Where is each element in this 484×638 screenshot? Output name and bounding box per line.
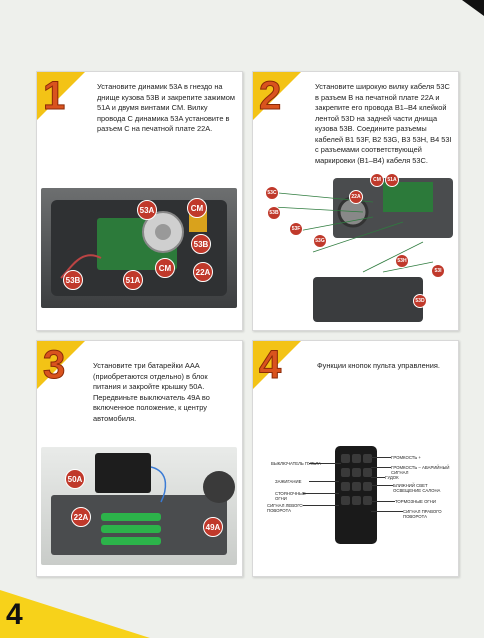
label-49a: 49A (203, 517, 223, 537)
remote-label-volume-down-hazard: ГРОМКОСТЬ – АВАРИЙНЫЙ СИГНАЛ (391, 465, 450, 475)
label-cm: CM (187, 198, 207, 218)
step-number: 4 (259, 343, 282, 387)
black-corner-decoration (462, 0, 484, 16)
step-1-card (36, 71, 243, 331)
step-1-text: Установите динамик 53A в гнездо на днище кузова 53B и закрепите зажимом 51A и двумя винтами CM. Вилку провода С динамика 53A установите в разъем С на печатной плате 22A. (97, 82, 235, 133)
step-3-text: Установите три батарейки ААА (приобретаются отдельно) в блок питания и закройте крышку 50A. Передвиньте выключатель 49A во включенное положение, к центру автомобиля. (93, 361, 210, 423)
step-2-card (252, 71, 459, 331)
remote-label-right-turn: СИГНАЛ ПРАВОГО ПОВОРОТА (403, 509, 442, 519)
label-50a: 50A (65, 469, 85, 489)
label-51a: 51A (385, 173, 399, 187)
step-4-text: Функции кнопок пульта управления. (317, 361, 440, 370)
battery-compartment-illustration (41, 447, 237, 565)
label-53i: 53I (431, 264, 445, 278)
label-53g: 53G (313, 234, 327, 248)
label-53b: 53B (267, 206, 281, 220)
label-53b: 53B (191, 234, 211, 254)
label-22a: 22A (193, 262, 213, 282)
step-number: 2 (259, 74, 282, 118)
remote-control (335, 446, 377, 544)
step-3-photo (41, 447, 237, 565)
label-53c: 53C (265, 186, 279, 200)
remote-label-horn: ГУДОК (385, 475, 399, 480)
step-3-card (36, 340, 243, 577)
label-cm: CM (155, 258, 175, 278)
step-4-card (252, 340, 459, 577)
label-53f: 53F (289, 222, 303, 236)
label-cm: CM (370, 173, 384, 187)
label-51a: 51A (123, 270, 143, 290)
page-number: 4 (6, 598, 23, 631)
label-22a: 22A (71, 507, 91, 527)
label-53a: 53A (137, 200, 157, 220)
remote-label-left-turn: СИГНАЛ ЛЕВОГО ПОВОРОТА (267, 503, 303, 513)
step-number: 3 (43, 343, 66, 387)
remote-label-power: ВЫКЛЮЧАТЕЛЬ ПУЛЬТА (271, 461, 322, 466)
remote-label-low-beam-interior: БЛИЖНИЙ СВЕТ ОСВЕЩЕНИЕ САЛОНА (393, 483, 441, 493)
label-53d: 53D (413, 294, 427, 308)
remote-label-parking-lights: СТОЯНОЧНЫЕ ОГНИ (275, 491, 306, 501)
remote-label-brake-lights: ТОРМОЗНЫЕ ОГНИ (395, 499, 436, 504)
step-2-text: Установите широкую вилку кабеля 53C в разъем В на печатной плате 22A и закрепите его провода В1–В4 клейкой лентой 53D на задней части днища кузова 53B. Соедините разъемы кабелей В1 53F, В2 53G, В3 53H, В4 53I с разъемами соответствующей маркировки (В1–В4) кабеля 53C. (315, 82, 452, 165)
step-number: 1 (43, 74, 66, 118)
label-53h: 53H (395, 254, 409, 268)
remote-label-ignition: ЗАЖИГАНИЕ (275, 479, 302, 484)
remote-label-volume-up: ГРОМКОСТЬ + (391, 455, 421, 460)
label-53b: 53B (63, 270, 83, 290)
label-22a: 22A (349, 190, 363, 204)
